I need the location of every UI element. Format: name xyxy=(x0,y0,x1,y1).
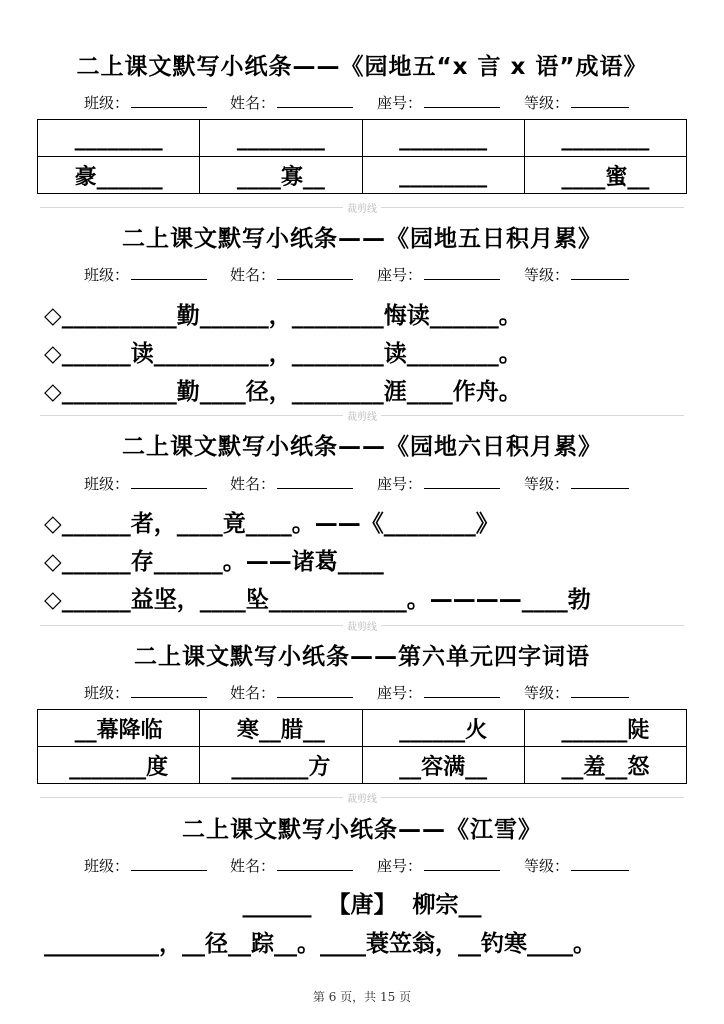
name-label: 姓名： xyxy=(230,684,276,702)
name-blank[interactable] xyxy=(277,265,353,280)
table-row xyxy=(38,120,687,157)
seat-blank[interactable] xyxy=(424,265,500,280)
fill-line[interactable]: ◇______者，____竟____。——《________》 xyxy=(44,511,499,537)
section-2-title: 二上课文默写小纸条——《园地五日积月累》 xyxy=(122,226,602,252)
idiom-cell[interactable]: ____寡__ xyxy=(200,157,362,194)
table-row xyxy=(38,157,687,194)
idiom-cell[interactable]: ________ xyxy=(362,120,524,157)
cut-line xyxy=(40,619,684,631)
class-blank[interactable] xyxy=(131,683,207,698)
fill-line[interactable]: ◇__________勤____径，________涯____作舟。 xyxy=(44,379,522,405)
cut-line-label: 裁剪线 xyxy=(343,790,381,805)
idiom-cell[interactable]: __容满__ xyxy=(362,747,524,784)
seat-label: 座号： xyxy=(377,266,423,284)
table-row xyxy=(38,710,687,747)
name-blank[interactable] xyxy=(277,856,353,871)
class-label: 班级： xyxy=(84,857,130,875)
class-blank[interactable] xyxy=(131,93,207,108)
cut-line xyxy=(40,791,684,803)
idiom-table-1 xyxy=(37,119,687,194)
idiom-cell[interactable]: ________ xyxy=(200,120,362,157)
grade-blank[interactable] xyxy=(571,265,629,280)
name-label: 姓名： xyxy=(230,94,276,112)
seat-label: 座号： xyxy=(377,684,423,702)
idiom-cell[interactable]: _______度 xyxy=(38,747,200,784)
grade-label: 等级： xyxy=(524,857,570,875)
table-row xyxy=(38,747,687,784)
name-label: 姓名： xyxy=(230,857,276,875)
cut-line-label: 裁剪线 xyxy=(343,618,381,633)
seat-label: 座号： xyxy=(377,475,423,493)
idiom-cell[interactable]: __羞__怒 xyxy=(524,747,686,784)
poem-author-line[interactable]: ______ 【唐】 柳宗__ xyxy=(242,892,482,918)
seat-blank[interactable] xyxy=(424,474,500,489)
name-label: 姓名： xyxy=(230,475,276,493)
grade-blank[interactable] xyxy=(571,474,629,489)
idiom-cell[interactable]: ________ xyxy=(524,120,686,157)
idiom-cell[interactable]: ________ xyxy=(38,120,200,157)
idiom-cell[interactable]: __幕降临 xyxy=(38,710,200,747)
grade-label: 等级： xyxy=(524,266,570,284)
seat-label: 座号： xyxy=(377,857,423,875)
section-1-title: 二上课文默写小纸条——《园地五“x 言 x 语”成语》 xyxy=(76,54,648,80)
class-blank[interactable] xyxy=(131,856,207,871)
grade-label: 等级： xyxy=(524,475,570,493)
grade-blank[interactable] xyxy=(571,683,629,698)
class-label: 班级： xyxy=(84,475,130,493)
class-label: 班级： xyxy=(84,266,130,284)
page-footer: 第 6 页，共 15 页 xyxy=(312,990,412,1004)
grade-blank[interactable] xyxy=(571,856,629,871)
seat-blank[interactable] xyxy=(424,683,500,698)
idiom-cell[interactable]: ________ xyxy=(362,157,524,194)
cut-line-label: 裁剪线 xyxy=(343,408,381,423)
fill-line[interactable]: ◇______读__________，________读________。 xyxy=(44,341,522,367)
idiom-cell[interactable]: 寒__腊__ xyxy=(200,710,362,747)
idiom-table-2 xyxy=(37,709,687,784)
name-blank[interactable] xyxy=(277,474,353,489)
cut-line xyxy=(40,201,684,213)
fill-line[interactable]: ◇______存______。——诸葛____ xyxy=(44,549,384,575)
poem-line[interactable]: __________，__径__踪__。____蓑笠翁，__钓寒____。 xyxy=(44,931,596,957)
seat-blank[interactable] xyxy=(424,856,500,871)
idiom-cell[interactable]: ____蜜__ xyxy=(524,157,686,194)
fill-line[interactable]: ◇______益坚，____坠____________。————____勃 xyxy=(44,587,591,613)
cut-line xyxy=(40,409,684,421)
grade-label: 等级： xyxy=(524,94,570,112)
name-blank[interactable] xyxy=(277,93,353,108)
section-5-title: 二上课文默写小纸条——《江雪》 xyxy=(182,817,542,843)
section-4-title: 二上课文默写小纸条——第六单元四字词语 xyxy=(134,644,590,670)
cut-line-label: 裁剪线 xyxy=(343,200,381,215)
idiom-cell[interactable]: ______陡 xyxy=(524,710,686,747)
class-label: 班级： xyxy=(84,684,130,702)
idiom-cell[interactable]: _______方 xyxy=(200,747,362,784)
idiom-cell[interactable]: 豪______ xyxy=(38,157,200,194)
fill-line[interactable]: ◇__________勤______，________悔读______。 xyxy=(44,303,522,329)
grade-blank[interactable] xyxy=(571,93,629,108)
name-blank[interactable] xyxy=(277,683,353,698)
idiom-cell[interactable]: ______火 xyxy=(362,710,524,747)
section-3-title: 二上课文默写小纸条——《园地六日积月累》 xyxy=(122,434,602,460)
class-label: 班级： xyxy=(84,94,130,112)
class-blank[interactable] xyxy=(131,474,207,489)
class-blank[interactable] xyxy=(131,265,207,280)
name-label: 姓名： xyxy=(230,266,276,284)
grade-label: 等级： xyxy=(524,684,570,702)
seat-label: 座号： xyxy=(377,94,423,112)
seat-blank[interactable] xyxy=(424,93,500,108)
